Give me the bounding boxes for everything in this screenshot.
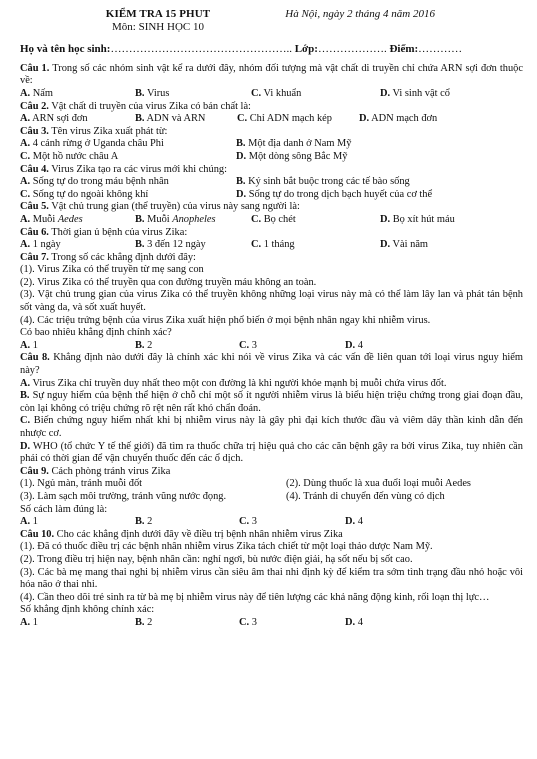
option-b[interactable]: B. 2 — [135, 339, 153, 351]
option-a[interactable]: A. Muỗi Aedes — [20, 213, 83, 225]
option-d[interactable]: D. Sống tự do trong dịch bạch huyết của cơ thể — [236, 188, 433, 200]
question-6-label: Câu 6. — [20, 226, 49, 238]
question-3-options-row-1 — [20, 138, 523, 151]
question-4-text: Virus Zika tạo ra các virus mới khi chúng: — [48, 163, 227, 175]
question-10-statement-2: (2). Trong điều trị hiện nay, bệnh nhân cần: nghỉ ngơi, bù nước điện giải, hạ sốt nếu bị sốt cao. — [20, 553, 413, 565]
question-6 — [20, 227, 523, 252]
question-7-statement-3: (3). Vật chủ trung gian của virus Zika có thể truyền không những loại virus này mà có thể làm lây lan và phát tán bệnh sốt vàng da, và sốt xuất huyết. — [20, 289, 523, 314]
question-9-stem — [20, 466, 523, 479]
option-c[interactable]: C. 3 — [239, 339, 257, 351]
option-c[interactable]: C. 1 tháng — [251, 239, 295, 251]
option-b[interactable]: B. Muỗi Anopheles — [135, 213, 216, 225]
exam-header — [20, 8, 523, 33]
question-4 — [20, 164, 523, 202]
option-d[interactable]: D. 4 — [345, 616, 363, 628]
question-9-options — [20, 516, 523, 529]
option-c[interactable]: C. 3 — [239, 616, 257, 628]
question-1-text: Trong số các nhóm sinh vật kể ra dưới đây, nhóm đối tượng mà vật chất di truyền chỉ chứa ARN sợi đơn thuộc về: — [20, 62, 523, 87]
option-d[interactable]: D. ADN mạch đơn — [359, 113, 438, 125]
student-name-field[interactable]: ………………………………………….. — [110, 43, 292, 56]
option-a[interactable]: A. 4 cánh rừng ở Uganda châu Phi — [20, 138, 164, 150]
exam-title: KIỂM TRA 15 PHUT — [105, 8, 211, 20]
question-1 — [20, 63, 523, 101]
question-6-text: Thời gian ủ bệnh của virus Zika: — [48, 226, 188, 238]
question-8-stem — [20, 352, 523, 377]
question-8 — [20, 352, 523, 465]
question-9-statements-row-2 — [20, 491, 523, 504]
question-9 — [20, 466, 523, 529]
question-2-options — [20, 113, 523, 126]
question-9-statement-1: (1). Ngủ màn, tránh muỗi đốt — [20, 478, 143, 490]
option-b[interactable]: B. Sự nguy hiểm của bệnh thể hiện ở chỗ chỉ một số ít người nhiễm virus là biểu hiện triệu chứng trong giai đoạn đầu, còn lại không có triệu chứng rõ rệt nên rất khó chẩn đoán. — [20, 390, 523, 414]
question-2 — [20, 101, 523, 126]
student-name-label: Họ và tên học sinh: — [20, 43, 111, 56]
question-1-label: Câu 1. — [20, 62, 50, 74]
option-c[interactable]: C. Biến chứng nguy hiểm nhất khi bị nhiễm virus này là gây phì đại kích thước đầu và viêm dây thần kinh dẫn đến nhược cơ. — [20, 415, 523, 439]
question-5 — [20, 201, 523, 226]
question-9-statement-3: (3). Làm sạch môi trường, tránh vũng nước đọng. — [20, 490, 227, 502]
option-a[interactable]: A. Nấm — [20, 87, 53, 99]
question-10-label: Câu 10. — [20, 528, 55, 540]
option-d[interactable]: D. Vi sinh vật cổ — [380, 87, 450, 99]
question-3 — [20, 126, 523, 164]
question-7-statement-4: (4). Các triệu trứng bệnh của virus Zika xuất hiện phổ biến ở mọi bệnh nhân ngay khi nhiễm virus. — [20, 314, 431, 326]
question-1-options — [20, 88, 523, 101]
option-c[interactable]: C. Chỉ ADN mạch kép — [237, 113, 332, 125]
question-4-label: Câu 4. — [20, 163, 49, 175]
question-9-statement-2: (2). Dùng thuốc là xua đuổi loại muỗi Aedes — [286, 478, 471, 490]
option-a[interactable]: A. 1 — [20, 516, 38, 528]
option-b[interactable]: B. Một địa danh ở Nam Mỹ — [236, 138, 352, 150]
question-4-options-row-2 — [20, 189, 523, 202]
question-8-text: Khẳng định nào dưới đây là chính xác khi nói về virus Zika và các vấn đề liên quan tới loại virus nguy hiểm này? — [20, 352, 523, 377]
question-7-statement-1: (1). Virus Zika có thể truyền từ mẹ sang con — [20, 264, 204, 276]
question-4-options-row-1 — [20, 176, 523, 189]
option-c[interactable]: C. Vi khuẩn — [251, 87, 302, 99]
question-2-text: Vật chất di truyền của virus Zika có bản chất là: — [48, 100, 251, 112]
option-b[interactable]: B. ADN và ARN — [135, 113, 206, 125]
option-d[interactable]: D. Bọ xít hút máu — [380, 213, 455, 225]
question-3-text: Tên virus Zika xuất phát từ: — [48, 125, 168, 137]
question-1-stem — [20, 63, 523, 88]
question-4-stem — [20, 164, 523, 177]
option-c[interactable]: C. Một hồ nước châu A — [20, 150, 119, 162]
question-5-options — [20, 214, 523, 227]
option-b[interactable]: B. Ký sinh bắt buộc trong các tế bào sống — [236, 176, 410, 188]
option-a[interactable]: A. ARN sợi đơn — [20, 113, 88, 125]
question-5-text: Vật chủ trung gian (thể truyền) của virus này sang người là: — [48, 201, 300, 213]
question-2-stem — [20, 101, 523, 114]
exam-subject: Môn: SINH HỌC 10 — [112, 20, 204, 33]
question-10-statement-3: (3). Các bà mẹ mang thai nghi bị nhiễm virus cần siêu âm thai nhi định kỳ để kiểm tra sớm tình trạng đầu nhỏ hoặc vôi hóa não ở thai nhi. — [20, 566, 523, 591]
option-c[interactable]: C. 3 — [239, 516, 257, 528]
question-7 — [20, 252, 523, 353]
question-9-prompt: Số cách làm đúng là: — [20, 503, 108, 515]
option-b[interactable]: B. Virus — [135, 87, 170, 99]
question-7-prompt: Có bao nhiêu khẳng định chính xác? — [20, 327, 172, 339]
question-7-options — [20, 340, 523, 353]
question-7-label: Câu 7. — [20, 251, 49, 263]
question-9-statement-4: (4). Tránh di chuyển đến vùng có dịch — [286, 490, 445, 502]
class-label: Lớp: — [294, 43, 318, 56]
question-3-stem — [20, 126, 523, 139]
question-3-options-row-2 — [20, 151, 523, 164]
option-b[interactable]: B. 3 đến 12 ngày — [135, 239, 206, 251]
option-d[interactable]: D. WHO (tổ chức Y tế thế giới) đã tìm ra thuốc chữa trị hiệu quả cho các căn bệnh gây ra bởi virus Zika, tuy nhiên cần phải có thời gian để vận chuyển thuốc đến các ổ dịch. — [20, 440, 523, 465]
option-b[interactable]: B. 2 — [135, 516, 153, 528]
option-d[interactable]: D. 4 — [345, 516, 363, 528]
question-2-label: Câu 2. — [20, 100, 49, 112]
question-5-stem — [20, 201, 523, 214]
option-a[interactable]: A. 1 — [20, 616, 38, 628]
score-field[interactable]: ………… — [418, 43, 463, 56]
option-d[interactable]: D. Một dòng sông Bắc Mỹ — [236, 150, 348, 162]
class-field[interactable]: ………………. — [317, 43, 387, 56]
option-a[interactable]: A. Virus Zika chỉ truyền duy nhất theo một con đường là khi người khỏe mạnh bị muỗi chứa virus đốt. — [20, 377, 447, 389]
question-9-label: Câu 9. — [20, 465, 49, 477]
question-10-text: Cho các khẳng định dưới đây về điều trị bệnh nhân nhiễm virus Zika — [54, 528, 343, 540]
option-d[interactable]: D. Vài năm — [380, 239, 429, 251]
option-a[interactable]: A. 1 — [20, 339, 38, 351]
question-8-label: Câu 8. — [20, 352, 50, 364]
option-c[interactable]: C. Sống tự do ngoài không khí — [20, 188, 149, 200]
question-9-statements-row-1 — [20, 478, 523, 491]
question-7-stem — [20, 252, 523, 265]
question-10 — [20, 529, 523, 630]
option-a[interactable]: A. Sống tự do trong máu bệnh nhân — [20, 176, 169, 188]
question-6-options — [20, 239, 523, 252]
question-9-text: Cách phòng tránh virus Zika — [48, 465, 171, 477]
question-7-text: Trong số các khẳng định dưới đây: — [48, 251, 196, 263]
question-6-stem — [20, 227, 523, 240]
question-10-statement-4: (4). Cần theo dõi trẻ sinh ra từ bà mẹ bị nhiễm virus này để tiên lượng các khả năng động kinh, rối loạn thị lực… — [20, 591, 490, 603]
question-3-label: Câu 3. — [20, 125, 49, 137]
question-10-options — [20, 617, 523, 630]
student-info-line — [20, 43, 523, 56]
question-5-label: Câu 5. — [20, 201, 49, 213]
option-c[interactable]: C. Bọ chét — [251, 213, 296, 225]
exam-title-block — [58, 8, 258, 33]
exam-date: Hà Nội, ngày 2 tháng 4 năm 2016 — [285, 8, 435, 20]
question-7-statement-2: (2). Virus Zika có thể truyền qua con đường truyền máu không an toàn. — [20, 276, 317, 288]
score-label: Điểm: — [389, 43, 419, 56]
question-10-prompt: Số khẳng định không chính xác: — [20, 604, 155, 616]
option-b[interactable]: B. 2 — [135, 616, 153, 628]
option-a[interactable]: A. 1 ngày — [20, 239, 61, 251]
option-d[interactable]: D. 4 — [345, 339, 363, 351]
question-10-statement-1: (1). Đã có thuốc điều trị các bệnh nhân nhiễm virus Zika tách chiết từ một loại thảo dược Nam Mỹ. — [20, 541, 433, 553]
question-10-stem — [20, 529, 523, 542]
